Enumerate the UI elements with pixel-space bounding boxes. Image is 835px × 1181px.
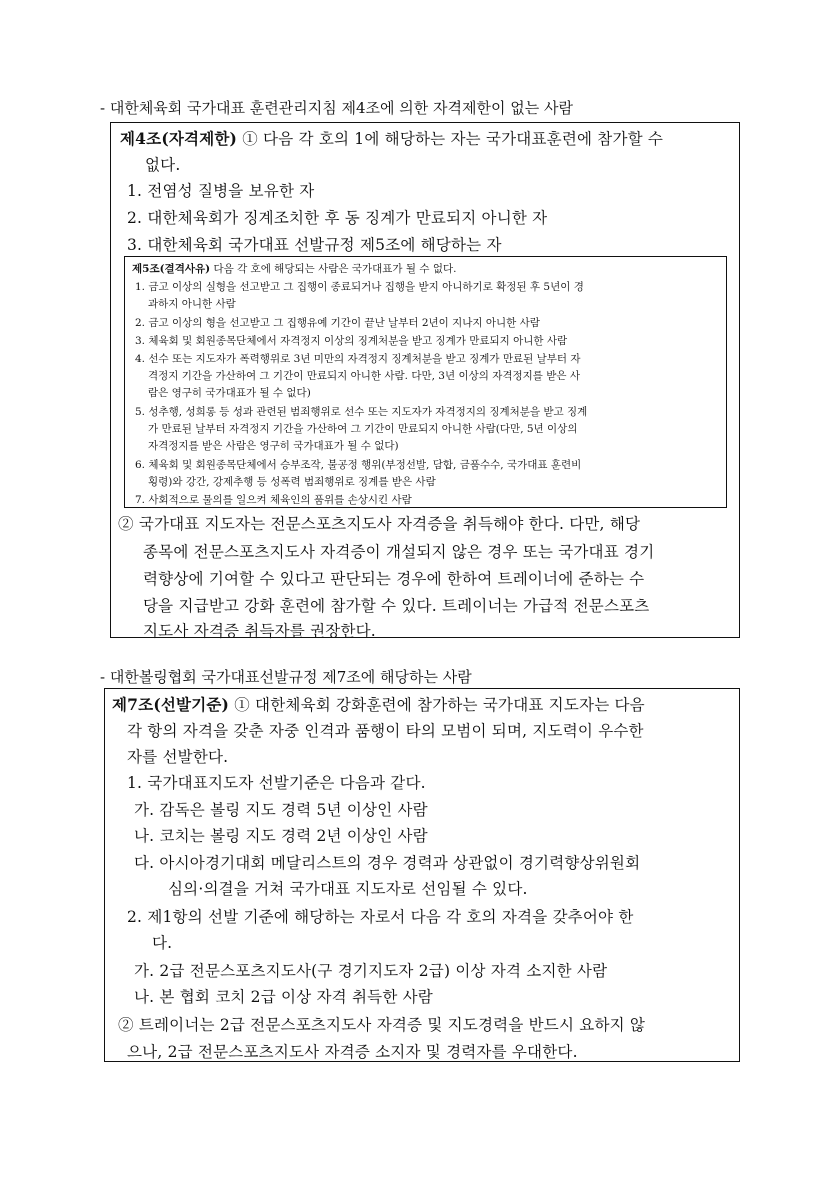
article7-title: 제7조(선발기준): [112, 695, 230, 714]
article5-line: 4. 선수 또는 지도자가 폭력행위로 3년 미만의 자격정지 징계처분을 받고 징계가 만료된 날부터 자: [135, 353, 581, 365]
article4-para2: 당을 지급받고 강화 훈련에 참가할 수 있다. 트레이너는 가급적 전문스포츠: [143, 597, 650, 615]
article5-line: 과하지 아니한 사람: [148, 298, 236, 310]
article5-line: 7. 사회적으로 물의를 일으켜 체육인의 품위를 손상시킨 사람: [135, 494, 412, 506]
article7-line: 다. 아시아경기대회 메달리스트의 경우 경력과 상관없이 경기력향상위원회: [134, 854, 641, 872]
article4-item-2: 2. 대한체육회가 징계조치한 후 동 징계가 만료되지 아니한 자: [127, 209, 548, 227]
article5-intro: 다음 각 호에 해당되는 사람은 국가대표가 될 수 없다.: [210, 263, 457, 275]
article4-item-3: 3. 대한체육회 국가대표 선발규정 제5조에 해당하는 자: [127, 236, 502, 254]
article5-line: 격정지 기간을 가산하여 그 기간이 만료되지 아니한 사람. 다만, 3년 이상의 자격정지를 받은 사: [148, 370, 581, 382]
article4-title: 제4조(자격제한): [120, 129, 238, 148]
article7-line: 각 항의 자격을 갖춘 자중 인격과 품행이 타의 모범이 되며, 지도력이 우수한: [127, 722, 644, 740]
article4-intro-cont: 없다.: [145, 156, 181, 174]
article4-intro: ① 다음 각 호의 1에 해당하는 자는 국가대표훈련에 참가할 수: [237, 130, 664, 148]
article5-line: 2. 금고 이상의 형을 선고받고 그 집행유예 기간이 끝난 날부터 2년이 지나지 아니한 사람: [135, 317, 540, 329]
article5-line: 자격정지를 받은 사람은 영구히 국가대표가 될 수 없다): [148, 440, 399, 452]
article7-line: 나. 코치는 볼링 지도 경력 2년 이상인 사람: [134, 827, 428, 845]
article7-line: 나. 본 협회 코치 2급 이상 자격 취득한 사람: [134, 988, 433, 1006]
article5-line: 횡령)와 강간, 강제추행 등 성폭력 범죄행위로 징계를 받은 사람: [148, 476, 436, 488]
article7-line: 가. 감독은 볼링 지도 경력 5년 이상인 사람: [134, 801, 428, 819]
article5-title: 제5조(결격사유): [132, 263, 211, 275]
article4-para2: 지도사 자격증 취득자를 권장한다.: [143, 622, 376, 640]
article4-para2: ② 국가대표 지도자는 전문스포츠지도사 자격증을 취득해야 한다. 다만, 해당: [118, 515, 641, 533]
article7-line: ② 트레이너는 2급 전문스포츠지도사 자격증 및 지도경력을 반드시 요하지 않: [118, 1016, 646, 1034]
article5-line: 5. 성추행, 성희롱 등 성과 관련된 범죄행위로 선수 또는 지도자가 자격정지의 징계처분을 받고 징계: [135, 406, 588, 418]
article7-line: 가. 2급 전문스포츠지도사(구 경기지도자 2급) 이상 자격 소지한 사람: [134, 962, 608, 980]
article4-para2: 종목에 전문스포츠지도사 자격증이 개설되지 않은 경우 또는 국가대표 경기: [143, 543, 655, 561]
article4-first-line: [120, 127, 663, 149]
article5-line: 람은 영구히 국가대표가 될 수 없다): [148, 387, 311, 399]
article7-line: 으나, 2급 전문스포츠지도사 자격증 소지자 및 경력자를 우대한다.: [127, 1043, 578, 1061]
article5-first-line: [132, 261, 457, 276]
article5-line: 1. 금고 이상의 실형을 선고받고 그 집행이 종료되거나 집행을 받지 아니하기로 확정된 후 5년이 경: [135, 281, 584, 293]
article7-line: 다.: [152, 934, 173, 952]
article5-line: 3. 체육회 및 회원종목단체에서 자격정지 이상의 징계처분을 받고 징계가 만료되지 아니한 사람: [135, 335, 568, 347]
section2-heading: - 대한볼링협회 국가대표선발규정 제7조에 해당하는 사람: [100, 668, 472, 686]
article4-para2: 력향상에 기여할 수 있다고 판단되는 경우에 한하여 트레이너에 준하는 수: [143, 570, 645, 588]
article7-line: 심의·의결을 거쳐 국가대표 지도자로 선임될 수 있다.: [168, 880, 528, 898]
article4-item-1: 1. 전염성 질병을 보유한 자: [127, 182, 315, 200]
article7-line: 2. 제1항의 선발 기준에 해당하는 자로서 다음 각 호의 자격을 갖추어야 한: [127, 908, 634, 926]
article7-line: 1. 국가대표지도자 선발기준은 다음과 같다.: [127, 774, 426, 792]
article7-intro: ① 대한체육회 강화훈련에 참가하는 국가대표 지도자는 다음: [229, 696, 645, 714]
article5-line: 6. 체육회 및 회원종목단체에서 승부조작, 불공정 행위(부정선발, 담합, 금품수수, 국가대표 훈련비: [135, 459, 582, 471]
article5-line: 가 만료된 날부터 자격정지 기간을 가산하여 그 기간이 만료되지 아니한 사람(다만, 5년 이상의: [148, 423, 578, 435]
article7-line: 자를 선발한다.: [127, 748, 229, 766]
article7-first-line: [112, 693, 645, 715]
section1-heading: - 대한체육회 국가대표 훈련관리지침 제4조에 의한 자격제한이 없는 사람: [100, 99, 573, 117]
